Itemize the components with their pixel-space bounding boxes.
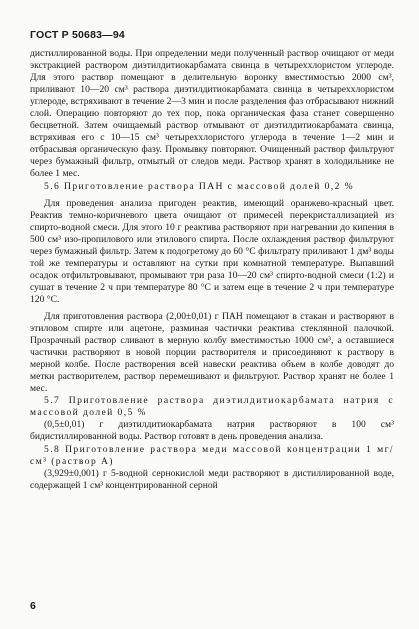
paragraph-sodium-solution: (0,5±0,01) г диэтилдитиокарбамата натрия растворяют в 100 см³ бидистиллированной воды. Раствор готовят в день проведения анализа. [30,419,394,443]
section-heading-5-6: 5.6 Приготовление раствора ПАН с массовой долей 0,2 % [44,180,354,192]
paragraph-copper-solution: (3,929±0,001) г 5-водной сернокислой меди растворяют в дистиллированной воде, содержащей 1 см³ концентрированной серной [30,467,394,491]
standard-header: ГОСТ Р 50683—94 [30,29,125,41]
section-heading-5-7: 5.7 Приготовление раствора диэтилдитиокарбамата натрия с массовой долей 0,5 % [30,395,394,419]
page-body [30,48,394,492]
paragraph-pan-preparation: Для приготовления раствора (2,00±0,01) г ПАН помещают в стакан и растворяют в этиловом спирте или ацетоне, разминая частички реактива стеклянной палочкой. Прозрачный раствор сливают в мерную колбу вместимостью 1000 см³, а оставшиеся частички растворяют в новой порции растворителя и присоединяют к раствору в мерной колбе. После растворения всей навески реактива объем в колбе доводят до метки растворителем, раствор перемешивают и фильтруют. Раствор хранят не более 1 мес. [30,310,394,395]
paragraph-continuation: дистиллированной воды. При определении меди полученный раствор очищают от меди экстракцией раствором диэтилдитиокарбамата свинца в четыреххлористом углероде. Для этого раствор помещают в делительную воронку вместимостью 2000 см³, приливают 10—20 см³ раствора диэтилдитиокарбамата свинца в четыреххлористом углероде, встряхивают в течение 2—3 мин и после разделения фаз отбрасывают нижний слой. Операцию повторяют до тех пор, пока органическая фаза станет совершенно бесцветной. Затем очищаемый раствор отмывают от диэтилдитиокарбамата свинца, встряхивая его с 10—15 см³ четыреххлористого углерода в течение 1—2 мин и отбрасывая органическую фазу. Промывку повторяют. Очищенный раствор фильтруют через бумажный фильтр, отмытый от следов меди. Раствор хранят в холодильнике не более 1 мес. [30,48,394,180]
paragraph-reagent-purification: Для проведения анализа пригоден реактив, имеющий оранжево-красный цвет. Реактив темно-коричневого цвета очищают от примесей перекристаллизацией из спирто-водной смеси. Для этого 10 г реактива растворяют при нагревании до кипения в 500 см³ изо-пропилового или этилового спирта. После охлаждения раствор фильтруют через бумажный фильтр. Затем к подогретому до 60 °С фильтрату приливают 1 дм³ воды той же температуры и оставляют на сутки при комнатной температуре. Выпавший осадок отфильтровывают, промывают три раза 10—20 см³ спирто-водной смеси (1:2) и сушат в течение 2 ч при температуре 80 °С и затем еще в течение 2 ч при температуре 120 °С. [30,197,394,305]
section-heading-5-8: 5.8 Приготовление раствора меди массовой концентрации 1 мг/см³ (раствор А) [30,443,394,467]
page-number: 6 [30,600,36,612]
